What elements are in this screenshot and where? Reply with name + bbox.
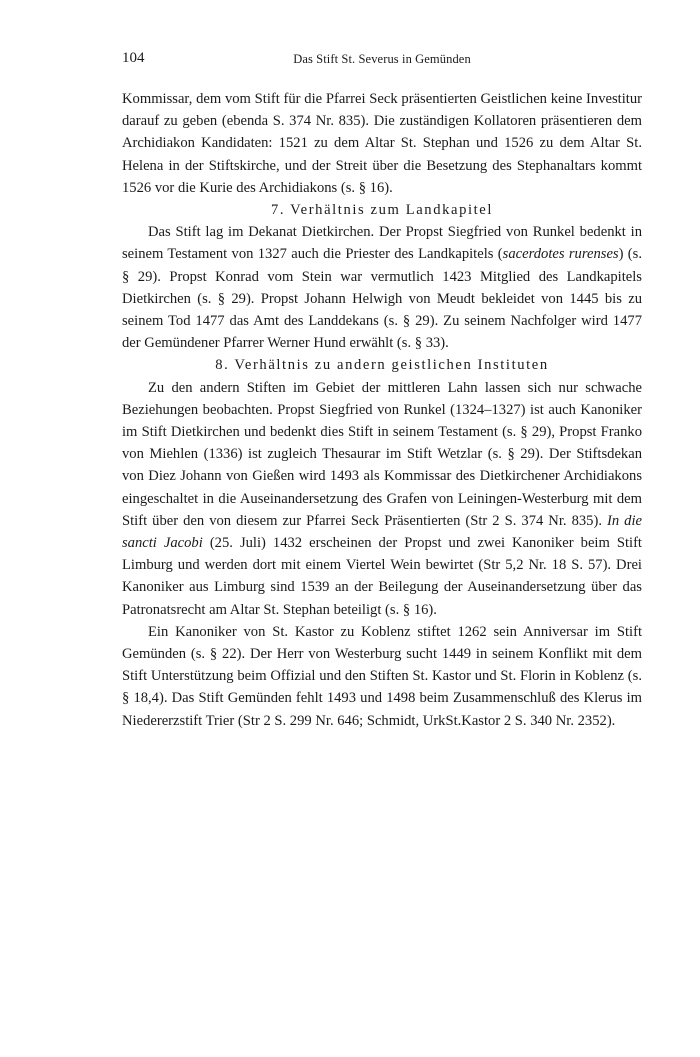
latin-phrase: In die sancti Jacobi	[122, 512, 642, 552]
paragraph-continued: Kommissar, dem vom Stift für die Pfarrei Seck präsentierten Geistlichen keine Investitur darauf zu geben (ebenda S. 374 Nr. 835). Die zuständigen Kollatoren präsentieren dem Archidiakon Kandidaten: 1521 zu dem Altar St. Stephan und 1526 zu dem Altar St. Helena in der Stiftskirche, und der Streit über die Besetzung des Stephanaltars kommt 1526 vor die Kurie des Archidiakons (s. § 16).	[122, 91, 642, 196]
paragraph-landkapitel	[122, 221, 642, 354]
section-heading-8: 8. Verhältnis zu andern geistlichen Instituten	[215, 357, 549, 374]
section-heading-7: 7. Verhältnis zum Landkapitel	[270, 202, 494, 219]
paragraph-text: ) (s. § 29). Propst Konrad vom Stein war vermutlich 1423 Mitglied des Landkapitels Dietkirchen (s. § 29). Propst Johann Helwigh von Meudt bekleidet von 1445 bis zu seinem Tod 1477 das Amt des Landdekans (s. § 29). Zu seinem Nachfolger wird 1477 der Gemündener Pfarrer Werner Hund erwählt (s. § 33).	[122, 246, 642, 352]
paragraph-kastor: Ein Kanoniker von St. Kastor zu Koblenz stiftet 1262 sein Anniversar im Stift Gemünden (s. § 22). Der Herr von Westerburg sucht 1449 in seinem Konflikt mit dem Stift Unterstützung beim Offizial und den Stiften St. Kastor und St. Florin in Koblenz (s. § 18,4). Das Stift Gemünden fehlt 1493 und 1498 beim Zusammenschluß des Klerus im Niedererzstift Trier (Str 2 S. 299 Nr. 646; Schmidt, UrkSt.Kastor 2 S. 340 Nr. 2352).	[122, 623, 642, 729]
paragraph-text: (25. Juli) 1432 erscheinen der Propst und zwei Kanoniker beim Stift Limburg und werden dort mit einem Viertel Wein bewirtet (Str 5,2 Nr. 18 S. 57). Drei Kanoniker aus Limburg sind 1539 an der Beilegung der Auseinandersetzung über das Patronatsrecht am Altar St. Stephan beteiligt (s. § 16).	[122, 535, 642, 618]
page-header	[122, 50, 622, 70]
paragraph-text: Das Stift lag im Dekanat Dietkirchen. Der Propst Siegfried von Runkel bedenkt in seinem Testament von 1327 auch die Priester des Landkapitels (	[122, 224, 642, 263]
latin-phrase: sacerdotes rurenses	[502, 246, 619, 263]
paragraph-text: Zu den andern Stiften im Gebiet der mittleren Lahn lassen sich nur schwache Beziehungen beobachten. Propst Siegfried von Runkel (1324–1327) ist auch Kanoniker im Stift Dietkirchen und bedenkt dies Stift in seinem Testament (s. § 29), Propst Franko von Miehlen (1336) ist zugleich Thesaurar im Stift Wetzlar (s. § 29). Der Stiftsdekan von Diez Johann von Gießen wird 1493 als Kommissar des Dietkirchener Archidiakons eingeschaltet in die Auseinandersetzung des Grafen von Leiningen-Westerburg mit dem Stift über den von diesem zur Pfarrei Seck Präsentierten (Str 2 S. 374 Nr. 835).	[122, 379, 642, 529]
page-number: 104	[122, 50, 145, 66]
page-body	[122, 88, 642, 732]
running-title: Das Stift St. Severus in Gemünden	[293, 52, 471, 66]
paragraph-stifte	[122, 377, 642, 621]
